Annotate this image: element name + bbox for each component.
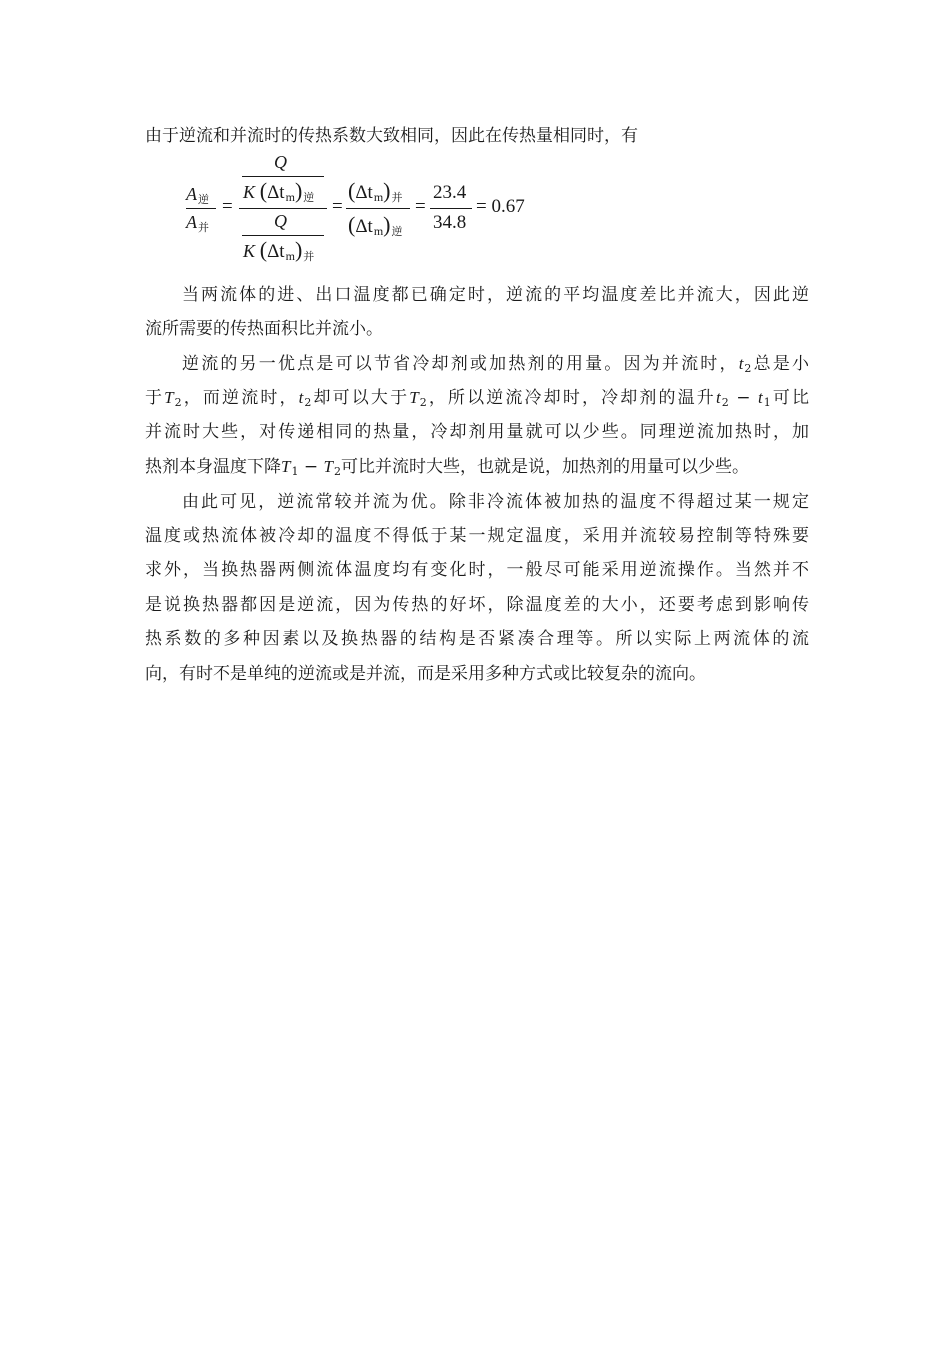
result-value: = 0.67 bbox=[476, 196, 525, 217]
area-ratio-formula bbox=[0, 0, 952, 280]
para3-line3: 求外，当换热器两侧流体温度均有变化时，一般尽可能采用逆流操作。当然并不 bbox=[145, 560, 809, 580]
para3-line6: 向，有时不是单纯的逆流或是并流，而是采用多种方式或比较复杂的流向。 bbox=[145, 664, 706, 684]
delta-fraction-bar bbox=[346, 208, 410, 209]
intro-line: 由于逆流和并流时的传热系数大致相同，因此在传热量相同时，有 bbox=[145, 126, 638, 146]
value-fraction-bar bbox=[430, 208, 472, 209]
k-delta-ni: K $(\Delta t_m)_逆$ bbox=[243, 178, 315, 204]
top-q: Q bbox=[274, 152, 287, 172]
equals-3: = bbox=[415, 196, 426, 217]
para3-line5: 热系数的多种因素以及换热器的结构是否紧凑合理等。所以实际上两流体的流 bbox=[145, 629, 809, 649]
delta-ni: $(\Delta t_m)_逆$ bbox=[348, 212, 403, 238]
para2-line1: 逆流的另一优点是可以节省冷却剂或加热剂的用量。因为并流时，$t_2$总是小 bbox=[182, 354, 810, 375]
lhs-fraction-bar bbox=[186, 208, 216, 209]
para2-line2: 于$T_2$，而逆流时，$t_2$却可以大于$T_2$，所以逆流冷却时，冷却剂的温升$t_2 - t_1$可比 bbox=[145, 388, 810, 409]
equals-1: = bbox=[222, 196, 233, 217]
lhs-denominator: $A_并$ bbox=[186, 212, 209, 234]
delta-bing: $(\Delta t_m)_并$ bbox=[348, 178, 403, 204]
bottom-q-bar bbox=[242, 235, 324, 236]
para3-line2: 温度或热流体被冷却的温度不得低于某一规定温度，采用并流较易控制等特殊要 bbox=[145, 526, 809, 546]
k-delta-bing: K $(\Delta t_m)_并$ bbox=[243, 237, 315, 263]
para2-line3: 并流时大些，对传递相同的热量，冷却剂用量就可以少些。同理逆流加热时，加 bbox=[145, 422, 809, 442]
para1-line2: 流所需要的传热面积比并流小。 bbox=[145, 319, 383, 339]
para1-line1: 当两流体的进、出口温度都已确定时，逆流的平均温度差比并流大，因此逆 bbox=[182, 285, 809, 305]
den-value: 34.8 bbox=[433, 212, 467, 233]
para3-line1: 由此可见，逆流常较并流为优。除非冷流体被加热的温度不得超过某一规定 bbox=[182, 492, 809, 512]
equals-2: = bbox=[332, 196, 343, 217]
para3-line4: 是说换热器都因是逆流，因为传热的好坏，除温度差的大小，还要考虑到影响传 bbox=[145, 595, 809, 615]
para2-line4: 热剂本身温度下降$T_1 - T_2$可比并流时大些，也就是说，加热剂的用量可以少些。 bbox=[145, 457, 749, 478]
top-q-bar bbox=[242, 176, 324, 177]
bottom-q: Q bbox=[274, 211, 287, 231]
num-value: 23.4 bbox=[433, 182, 467, 203]
lhs-numerator: $A_逆$ bbox=[186, 184, 209, 206]
main-fraction-bar bbox=[239, 208, 327, 209]
